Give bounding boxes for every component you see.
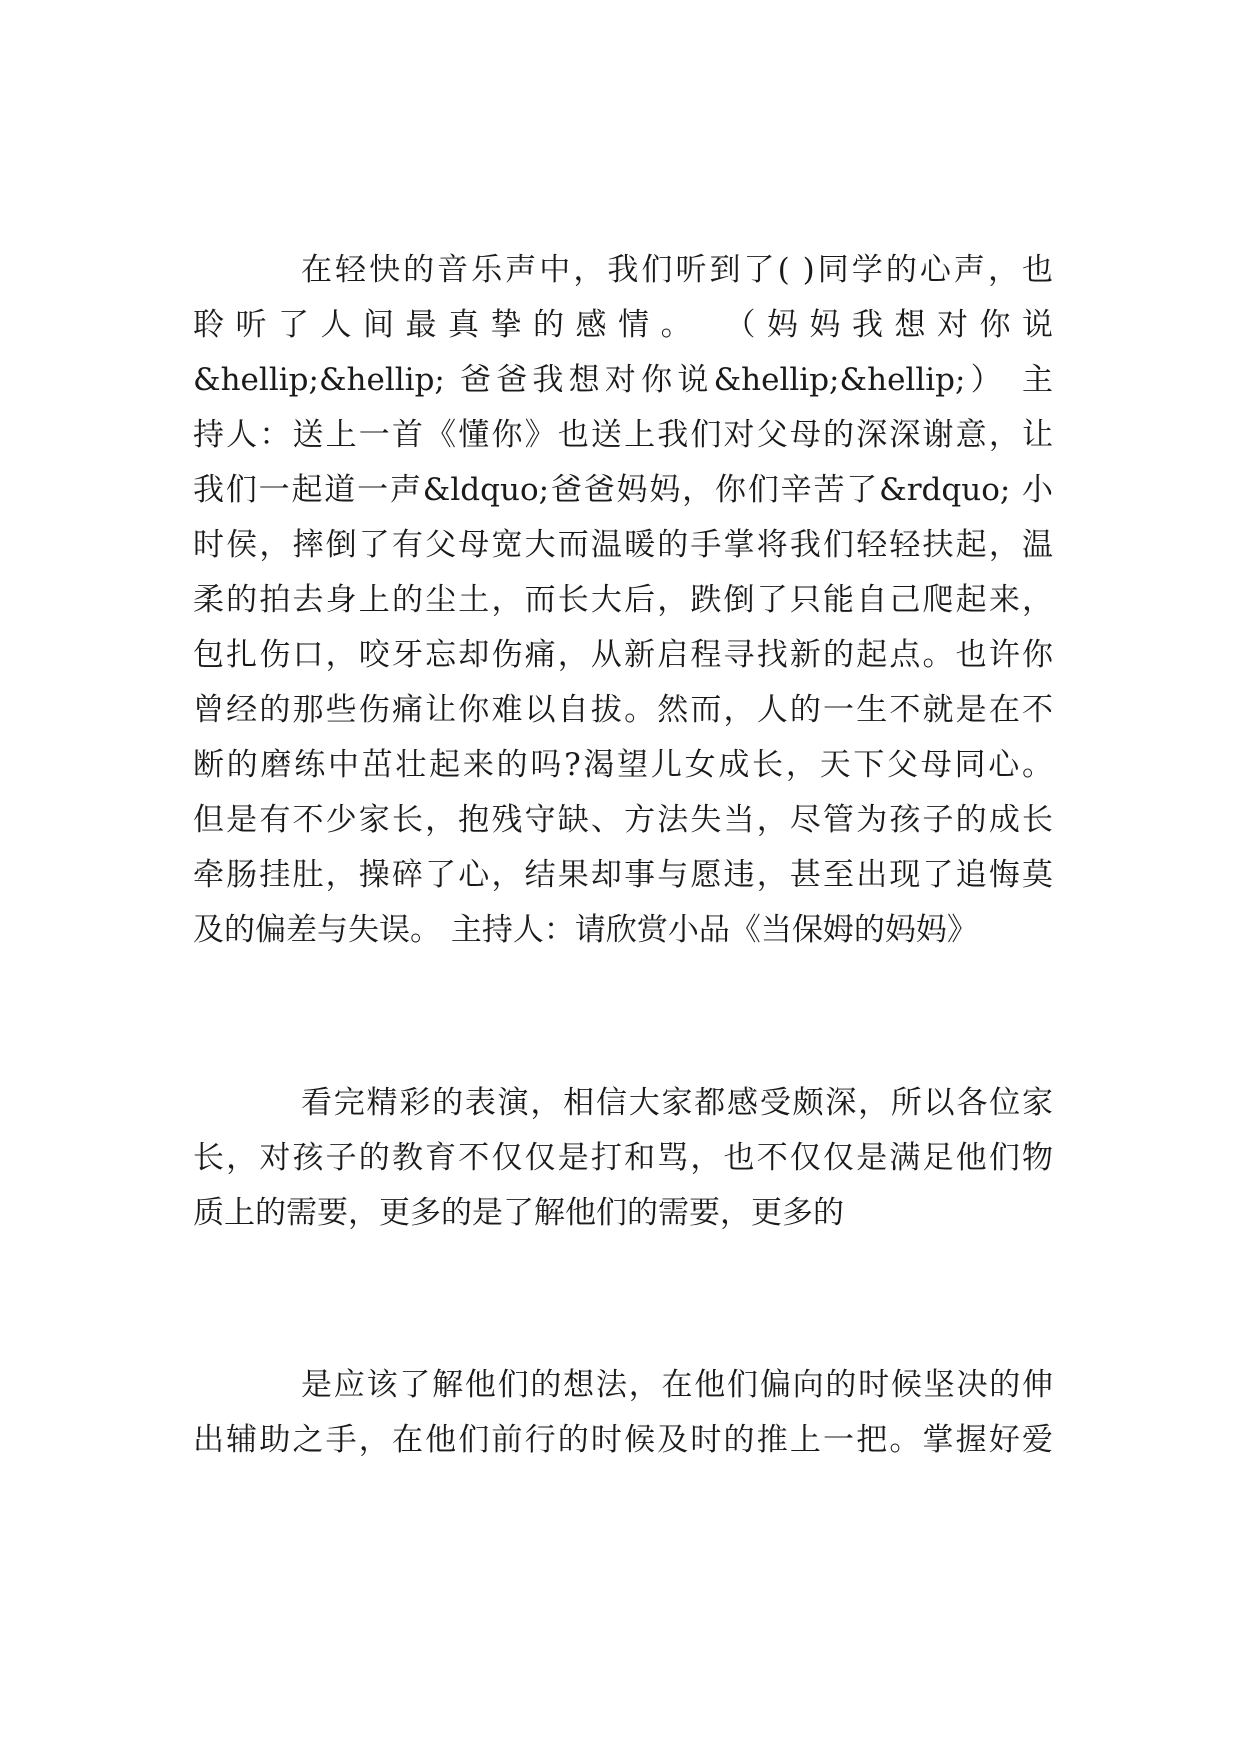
paragraph-1-line-1: 在轻快的音乐声中，我们听到了( )同学的心声，也 [301,252,1053,288]
paragraph-2-line-3: 质上的需要，更多的是了解他们的需要，更多的 [193,1195,844,1231]
paragraph-1-line-12: 牵肠挂肚，操碎了心，结果却事与愿违，甚至出现了追悔莫 [193,857,1053,893]
paragraph-1-line-5: 我们一起道一声&ldquo;爸爸妈妈，你们辛苦了&rdquo; 小 [193,472,1053,508]
paragraph-1-line-4: 持人：送上一首《懂你》也送上我们对父母的深深谢意，让 [193,417,1053,453]
paragraph-1-line-8: 包扎伤口，咬牙忘却伤痛，从新启程寻找新的起点。也许你 [193,637,1053,673]
paragraph-2-line-1: 看完精彩的表演，相信大家都感受颇深，所以各位家 [301,1085,1053,1121]
paragraph-2-line-2: 长，对孩子的教育不仅仅是打和骂，也不仅仅是满足他们物 [193,1140,1053,1176]
paragraph-1-line-7: 柔的拍去身上的尘土，而长大后，跌倒了只能自己爬起来， [193,582,1053,618]
paragraph-1-line-11: 但是有不少家长，抱残守缺、方法失当，尽管为孩子的成长 [193,802,1053,838]
paragraph-3-line-1: 是应该了解他们的想法，在他们偏向的时候坚决的伸 [301,1367,1053,1403]
paragraph-1-line-3: &hellip;&hellip; 爸爸我想对你说&hellip;&hellip;） 主 [193,362,1053,398]
paragraph-1-line-6: 时侯，摔倒了有父母宽大而温暖的手掌将我们轻轻扶起，温 [193,527,1053,563]
paragraph-3-line-2: 出辅助之手，在他们前行的时候及时的推上一把。掌握好爱 [193,1422,1053,1458]
paragraph-1-line-9: 曾经的那些伤痛让你难以自拔。然而，人的一生不就是在不 [193,692,1053,728]
paragraph-1-line-2: 聆听了人间最真挚的感情。 （妈妈我想对你说 [193,307,1053,343]
paragraph-1-line-13: 及的偏差与失误。 主持人：请欣赏小品《当保姆的妈妈》 [193,912,978,948]
paragraph-1-line-10: 断的磨练中茁壮起来的吗?渴望儿女成长，天下父母同心。 [193,747,1053,783]
